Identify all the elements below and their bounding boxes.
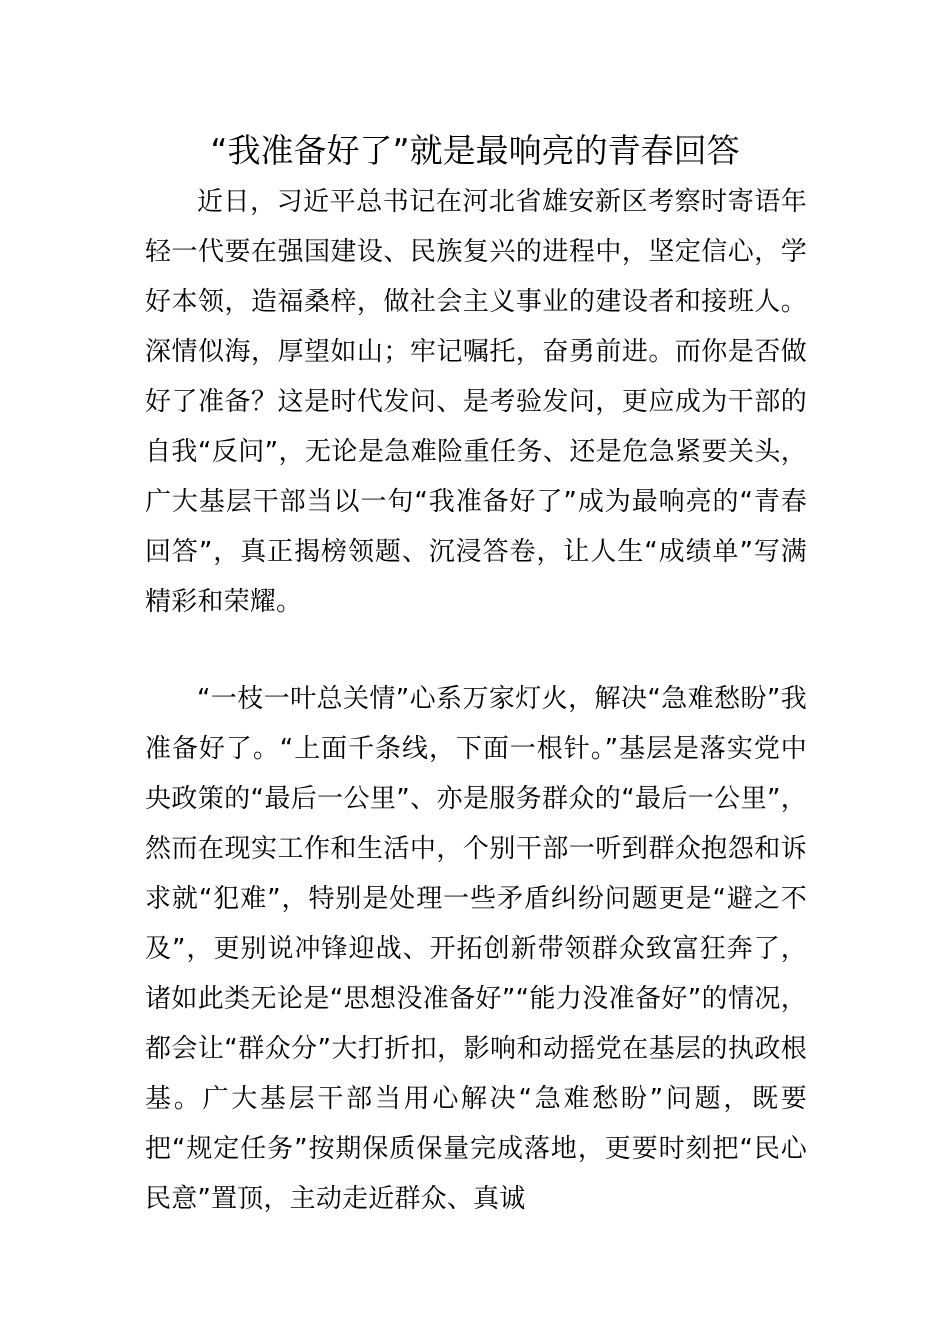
paragraph: 近日，习近平总书记在河北省雄安新区考察时寄语年轻一代要在强国建设、民族复兴的进程中，坚定信心，学好本领，造福桑梓，做社会主义事业的建设者和接班人。深情似海，厚望如山；牢记嘱托，奋勇前进。而你是否做好了准备？这是时代发问、是考验发问，更应成为干部的自我“反问”，无论是急难险重任务、还是危急紧要关头，广大基层干部当以一句“我准备好了”成为最响亮的“青春回答”，真正揭榜领题、沉浸答卷，让人生“成绩单”写满精彩和荣耀。 <box>145 187 807 617</box>
paragraph: “一枝一叶总关情”心系万家灯火，解决“急难愁盼”我准备好了。“上面千条线，下面一根针。”基层是落实党中央政策的“最后一公里”、亦是服务群众的“最后一公里”，然而在现实工作和生活中，个别干部一听到群众抱怨和诉求就“犯难”，特别是处理一些矛盾纠纷问题更是“避之不及”，更别说冲锋迎战、开拓创新带领群众致富狂奔了，诸如此类无论是“思想没准备好”“能力没准备好”的情况，都会让“群众分”大打折扣，影响和动摇党在基层的执政根基。广大基层干部当用心解决“急难愁盼”问题，既要把“规定任务”按期保质保量完成落地，更要时刻把“民心民意”置顶，主动走近群众、真诚 <box>145 684 807 1214</box>
document-title: “我准备好了”就是最响亮的青春回答 <box>210 131 740 170</box>
